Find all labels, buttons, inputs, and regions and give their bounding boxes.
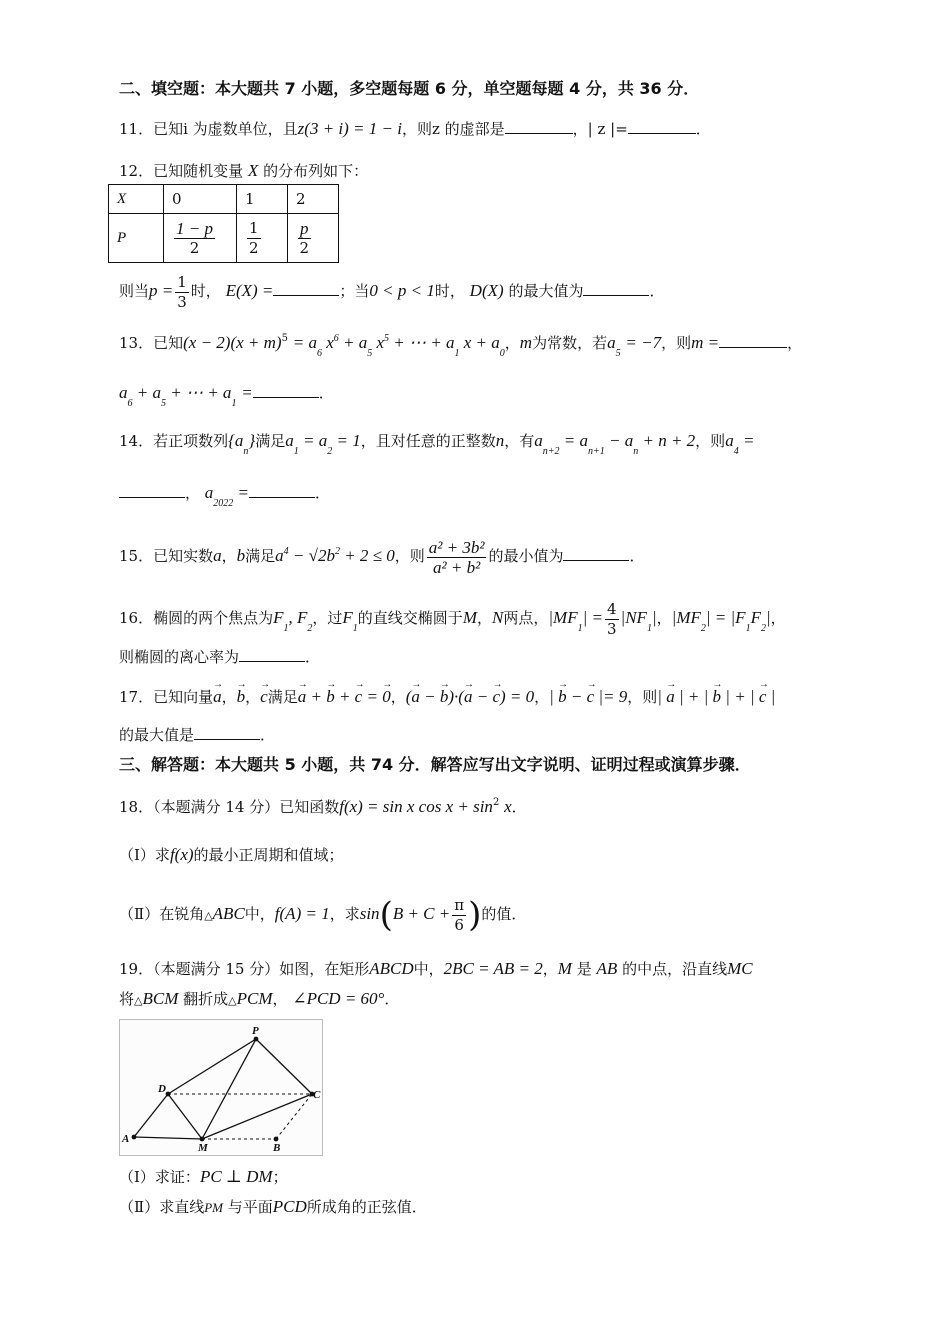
question-17-line2: 的最大值是 ． bbox=[119, 726, 276, 744]
section-2-title: 二、填空题：本大题共 7 小题，多空题每题 6 分，单空题每题 4 分，共 36 分． bbox=[119, 79, 700, 98]
edge-mc bbox=[202, 1094, 312, 1139]
question-15: 15．已知实数a，b满足$a^4 - √2b^2 + 2 \le 0$，则 $\frac{\text{a² + 3b²}}{\text{a² + b²}}$ 的最小值为 ． bbox=[119, 537, 645, 577]
label-b: B bbox=[273, 1142, 281, 1154]
edge-dm bbox=[168, 1094, 202, 1139]
question-14-line2: ， $a_{2022}$ = ． bbox=[119, 482, 330, 507]
question-number: 11． bbox=[119, 120, 154, 138]
question-18-part1: （Ⅰ）求f(x)的最小正周期和值域； bbox=[119, 845, 344, 864]
question-16: 16．椭圆的两个焦点为$F_1$, $F_2$，过$F_1$的直线交椭圆于M，N两点，$|MF_1|$ = $\frac{4}{3}$ $|NF_1|$，$|MF_2| = |F_1F_2|$， bbox=[119, 599, 786, 638]
edge-am bbox=[134, 1137, 202, 1139]
label-c: C bbox=[313, 1089, 321, 1101]
question-12: 12．已知随机变量 X 的分布列如下： bbox=[119, 161, 369, 180]
question-19-part2: （Ⅱ）求直线PM 与平面PCD所成角的正弦值． bbox=[119, 1197, 427, 1216]
section-3-title: 三、解答题：本大题共 5 小题，共 74 分．解答应写出文字说明、证明过程或演算步骤． bbox=[119, 755, 751, 774]
label-p: P bbox=[252, 1025, 259, 1037]
question-18-part2: （Ⅱ）在锐角△ABC中，f(A) = 1，求sin(B + C + $\frac{\pi}{6}$ )的值． bbox=[119, 895, 527, 935]
answer-blank bbox=[628, 119, 696, 134]
edge-dp bbox=[168, 1039, 256, 1094]
question-13: 13．已知$(x - 2)(x + m)^5 = a_6$ $x^6 + a_5$ $x^5$ + ⋯ + $a_1$ $x + a_0$，m为常数，若$a_5 = -7$，则m = ， bbox=[119, 333, 803, 359]
edge-pc bbox=[256, 1039, 312, 1094]
label-a: A bbox=[122, 1133, 130, 1145]
geometry-figure bbox=[119, 1019, 323, 1156]
edge-pm bbox=[202, 1039, 256, 1139]
label-m: M bbox=[198, 1142, 208, 1154]
distribution-table: X 0 1 2 P $\frac{1 - p}{2}$ $\frac{1}{2}$ $\frac{p}{2}$ bbox=[108, 184, 339, 263]
folded-rectangle-diagram bbox=[120, 1020, 322, 1155]
question-13-line2: $a_6 + a_5$ + ⋯ + $a_1$ = ． bbox=[119, 383, 334, 409]
question-19-part1: （Ⅰ）求证：PC ⊥ DM； bbox=[119, 1167, 288, 1186]
answer-blank bbox=[505, 119, 573, 134]
label-d: D bbox=[158, 1083, 166, 1095]
question-12-followup: 则当p = $\frac{1}{3}$ 时， E(X) = ；当0 < p < 1时， D(X) 的最大值为 ． bbox=[119, 272, 665, 311]
question-17: 17．已知向量→ a，→ b，→ c满足→ a + → b + → c = → 0，(→ a − → b)·(→ a − → c) = 0，| → b − → c |= 9，则| → a | + | → b | + | → c | bbox=[119, 686, 775, 708]
question-16-line2: 则椭圆的离心率为 ． bbox=[119, 648, 321, 666]
edge-ad bbox=[134, 1094, 168, 1137]
question-18: 18．（本题满分 14 分）已知函数f(x) = sin x $\cos x + \sin^2 x$． bbox=[119, 797, 527, 816]
question-19: 19．（本题满分 15 分）如图，在矩形ABCD中，2BC = AB = 2，M 是 AB 的中点，沿直线MC bbox=[119, 959, 753, 978]
question-11: 11．已知i 为虚数单位，且z(3 + i) = 1 − i，则z 的虚部是 ，| z |= ． bbox=[119, 119, 711, 138]
question-19-line2: 将△BCM 翻折成△PCM， ∠PCD = 60°． bbox=[119, 989, 400, 1008]
question-14: 14．若正项数列$\{a_n\}$满足$a_1 = a_2 = 1$，且对任意的正整数n，有$a_{n+2} = a_{n+1} - a_n + n + 2$，则$a_4$ = bbox=[119, 431, 755, 457]
